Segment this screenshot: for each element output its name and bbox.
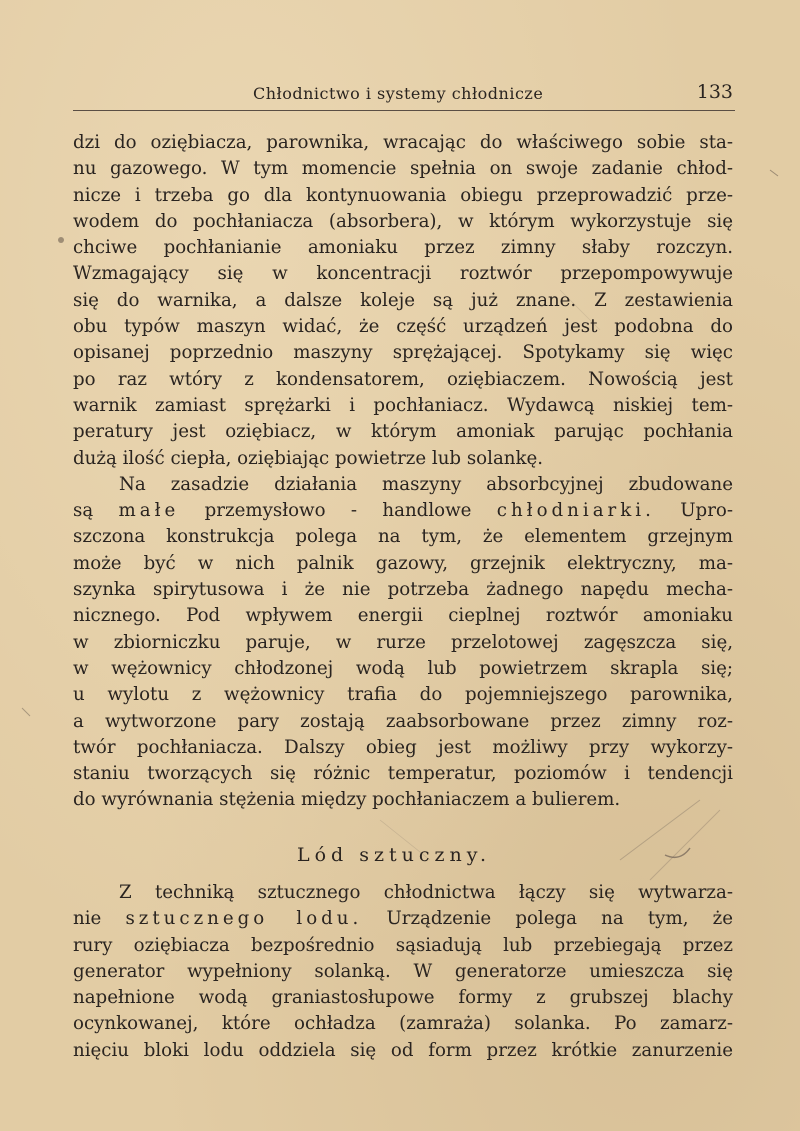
paragraph-first-line: Z techniką sztucznego chłodnictwa łączy się wytwarza- [119, 882, 733, 903]
text-line: może być w nich palnik gazowy, grzejnik elektryczny, ma- [73, 552, 733, 574]
text-line: dużą ilość ciepła, oziębiając powietrze lub solankę. [73, 447, 544, 469]
text-line: w wężownicy chłodzonej wodą lub powietrzem skrapla się; [73, 657, 733, 679]
text-line: chciwe pochłanianie amoniaku przez zimny słaby rozczyn. [73, 237, 733, 259]
text-line-emphasis [73, 906, 733, 932]
text-line: rury oziębiacza bezpośrednio sąsiadują lub przebiegają przez [73, 934, 733, 956]
text-line: staniu tworzących się różnic temperatur, poziomów i tendencji [73, 763, 733, 785]
spaced-emphasis: chłodniarki. [496, 500, 655, 522]
text-line: a wytworzone pary zostają zaabsorbowane przez zimny roz- [73, 710, 733, 732]
main-text-block [73, 130, 733, 814]
text-line: napełnione wodą graniastosłupowe formy z grubszej blachy [73, 987, 733, 1009]
text-line: dzi do oziębiacza, parownika, wracając do właściwego sobie sta- [73, 132, 733, 153]
text-line: nu gazowego. W tym momencie spełnia on swoje zadanie chłod- [73, 158, 733, 180]
text-line: szynka spirytusowa i że nie potrzeba żadnego napędu mecha- [73, 579, 733, 601]
text-line: u wylotu z wężownicy trafia do pojemniejszego parownika, [73, 684, 733, 706]
paragraph-first-line: Na zasadzie działania maszyny absorbcyjnej zbudowane [119, 473, 733, 495]
section-heading [0, 844, 800, 866]
text-line: nicze i trzeba go dla kontynuowania obiegu przeprowadzić prze- [73, 184, 733, 206]
spaced-emphasis: sztucznego lodu. [125, 908, 363, 930]
text-line: szczona konstrukcja polega na tym, że elementem grzejnym [73, 526, 733, 548]
text-line: po raz wtóry z kondensatorem, oziębiaczem. Nowością jest [73, 368, 733, 390]
text-line: się do warnika, a dalsze koleje są już znane. Z zestawienia [73, 289, 733, 311]
text-fragment: Urządzenie polega na tym, że [386, 908, 733, 930]
running-header [73, 80, 735, 111]
text-fragment: nie [73, 908, 102, 930]
text-line: nięciu bloki lodu oddziela się od form przez krótkie zanurzenie [73, 1039, 733, 1061]
text-fragment: przemysłowo - handlowe [204, 500, 472, 522]
text-line: twór pochłaniacza. Dalszy obieg jest możliwy przy wykorzy- [73, 736, 733, 758]
running-title: Chłodnictwo i systemy chłodnicze [253, 84, 544, 103]
text-line: do wyrównania stężenia między pochłaniaczem a bulierem. [73, 789, 621, 811]
text-line: wodem do pochłaniacza (absorbera), w którym wykorzystuje się [73, 210, 733, 232]
text-line: opisanej poprzednio maszyny sprężającej. Spotykamy się więc [73, 342, 733, 364]
text-line: ocynkowanej, które ochładza (zamraża) solanka. Po zamarz- [73, 1013, 733, 1035]
text-line-emphasis [73, 498, 733, 524]
section-heading-text: Lód sztuczny. [296, 844, 492, 866]
text-line: Wzmagający się w koncentracji roztwór przepompowywuje [73, 263, 733, 285]
spaced-emphasis: małe [118, 500, 180, 522]
text-line: generator wypełniony solanką. W generatorze umieszcza się [73, 960, 733, 982]
text-line: warnik zamiast sprężarki i pochłaniacz. Wydawcą niskiej tem- [73, 394, 733, 416]
text-line: nicznego. Pod wpływem energii cieplnej roztwór amoniaku [73, 605, 733, 627]
text-line: w zbiorniczku paruje, w rurze przelotowej zagęszcza się, [73, 631, 733, 653]
text-line: peratury jest oziębiacz, w którym amoniak parując pochłania [73, 421, 733, 443]
page-number: 133 [696, 81, 733, 103]
text-fragment: są [73, 500, 94, 522]
text-line: obu typów maszyn widać, że część urządzeń jest podobna do [73, 316, 733, 338]
text-fragment: Upro- [680, 500, 733, 522]
section-text-block [73, 880, 733, 1064]
